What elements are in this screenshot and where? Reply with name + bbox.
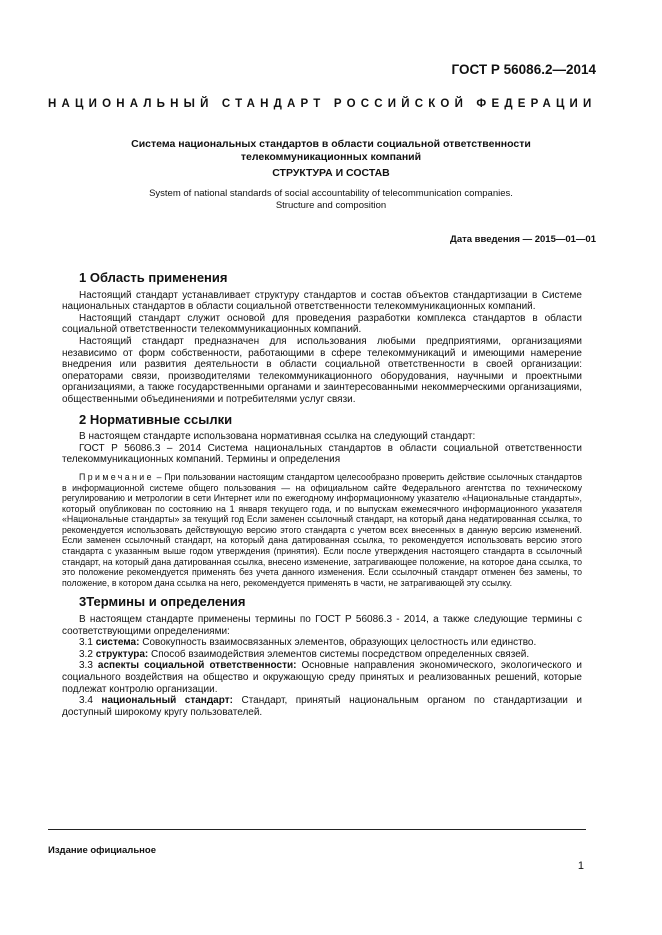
footer-divider — [48, 829, 586, 830]
document-body — [62, 272, 582, 718]
term-name: национальный стандарт: — [101, 695, 233, 707]
document-title — [80, 138, 582, 164]
section-1-paragraph: Настоящий стандарт устанавливает структуру стандартов и состав объектов стандартизации в Системе национальных стандартов в области социальной ответственности телекоммуникационных компаний. — [62, 289, 582, 313]
title-line-1: Система национальных стандартов в области социальной ответственности — [131, 138, 531, 150]
english-title-line-1: System of national standards of social accountability of telecommunication companies. — [149, 188, 513, 199]
term-name: аспекты социальной ответственности: — [97, 660, 297, 672]
page-number: 1 — [577, 860, 584, 872]
term-name: структура: — [95, 648, 149, 660]
note-label: Примечание — [79, 471, 154, 482]
section-1-paragraph: Настоящий стандарт служит основой для проведения разработки комплекса стандартов в области социальной ответственности телекоммуникационных компаний. — [62, 312, 582, 336]
section-1-heading: 1 Область применения — [79, 270, 228, 285]
title-line-2: телекоммуникационных компаний — [240, 151, 422, 163]
term-definition — [62, 637, 582, 649]
term-number: 3.3 — [79, 660, 98, 672]
national-standard-header: НАЦИОНАЛЬНЫЙ СТАНДАРТ РОССИЙСКОЙ ФЕДЕРАЦИИ — [48, 98, 597, 110]
term-number: 3.2 — [79, 648, 96, 660]
normative-reference: ГОСТ Р 56086.3 – 2014 Система национальных стандартов в области социальной ответственности телекоммуникационных компаний. Термины и определения — [62, 442, 582, 466]
section-3-heading: 3Термины и определения — [79, 594, 246, 610]
official-edition-label: Издание официальное — [48, 845, 156, 856]
term-text: Основные направления экономического, экологического и социального воздействия на общество и окружающую среду принятых и реализованных решений, которые подлежат контролю организации. — [62, 660, 582, 695]
section-2-heading: 2 Нормативные ссылки — [79, 411, 233, 427]
reference-note — [62, 472, 582, 589]
term-definition — [62, 660, 582, 695]
section-2-paragraph: В настоящем стандарте использована нормативная ссылка на следующий стандарт: — [79, 431, 476, 443]
term-number: 3.1 — [79, 637, 96, 649]
english-title — [80, 188, 582, 212]
document-code: ГОСТ Р 56086.2—2014 — [451, 62, 596, 77]
term-text: Совокупность взаимосвязанных элементов, образующих целостность или единство. — [139, 637, 537, 649]
term-definition — [62, 649, 582, 661]
term-name: система: — [95, 637, 140, 649]
note-text: – При пользовании настоящим стандартом целесообразно проверить действие ссылочных стандартов в информационной системе общего пользования — на официальном сайте Федерального агентства по техническому регулированию и метрологии в сети Интернет или по ежегодному информационному указателю «Национальные стандарты», который опубликован по состоянию на 1 января текущего года, и по выпускам ежемесячного информационного указателя «Национальные стандарты» за текущий год Если заменен ссылочный стандарт, на который дана недатированная ссылка, то рекомендуется использовать действующую версию этого стандарта с учетом всех внесенных в данную версию изменений. Если заменен ссылочный стандарт, на который дана датированная ссылка, то рекомендуется использовать версию этого стандарта с указанным выше годом утверждения (принятия). Если после утверждения настоящего стандарта в ссылочный стандарт, на который дана датированная ссылка, внесено изменение, затрагивающее положение, на которое дана ссылка, то это положение рекомендуется применять без учета данного изменения. Если ссылочный стандарт отменен без замены, то положение, в котором дана ссылка на него, рекомендуется применять в части, не затрагивающей эту ссылку. — [62, 471, 582, 588]
term-text: Способ взаимодействия элементов системы посредством определенных связей. — [148, 648, 530, 660]
term-text: Стандарт, принятый национальным органом по стандартизации и доступный широкому кругу пользователей. — [62, 695, 582, 718]
term-definition — [62, 695, 582, 718]
introduction-date: Дата введения — 2015—01—01 — [450, 234, 596, 245]
document-subtitle: СТРУКТУРА И СОСТАВ — [272, 167, 390, 179]
english-title-line-2: Structure and composition — [275, 200, 387, 211]
section-3-intro: В настоящем стандарте применены термины по ГОСТ Р 56086.3 - 2014, а также следующие термины с соответствующими определениями: — [62, 614, 582, 637]
term-number: 3.4 — [79, 695, 102, 707]
section-1-paragraph: Настоящий стандарт предназначен для использования любыми предприятиями, организациями независимо от форм собственности, работающими в сфере телекоммуникаций и имеющими намерение внедрения или развития деятельности в области социальной ответственности в своей организации: операторами связи, производителями телекоммуникационного оборудования, научными и проектными организациями, а также государственными органами и заинтересованными некоммерческими организациями, общественными объединениями и потребителями услуг связи. — [62, 335, 582, 405]
